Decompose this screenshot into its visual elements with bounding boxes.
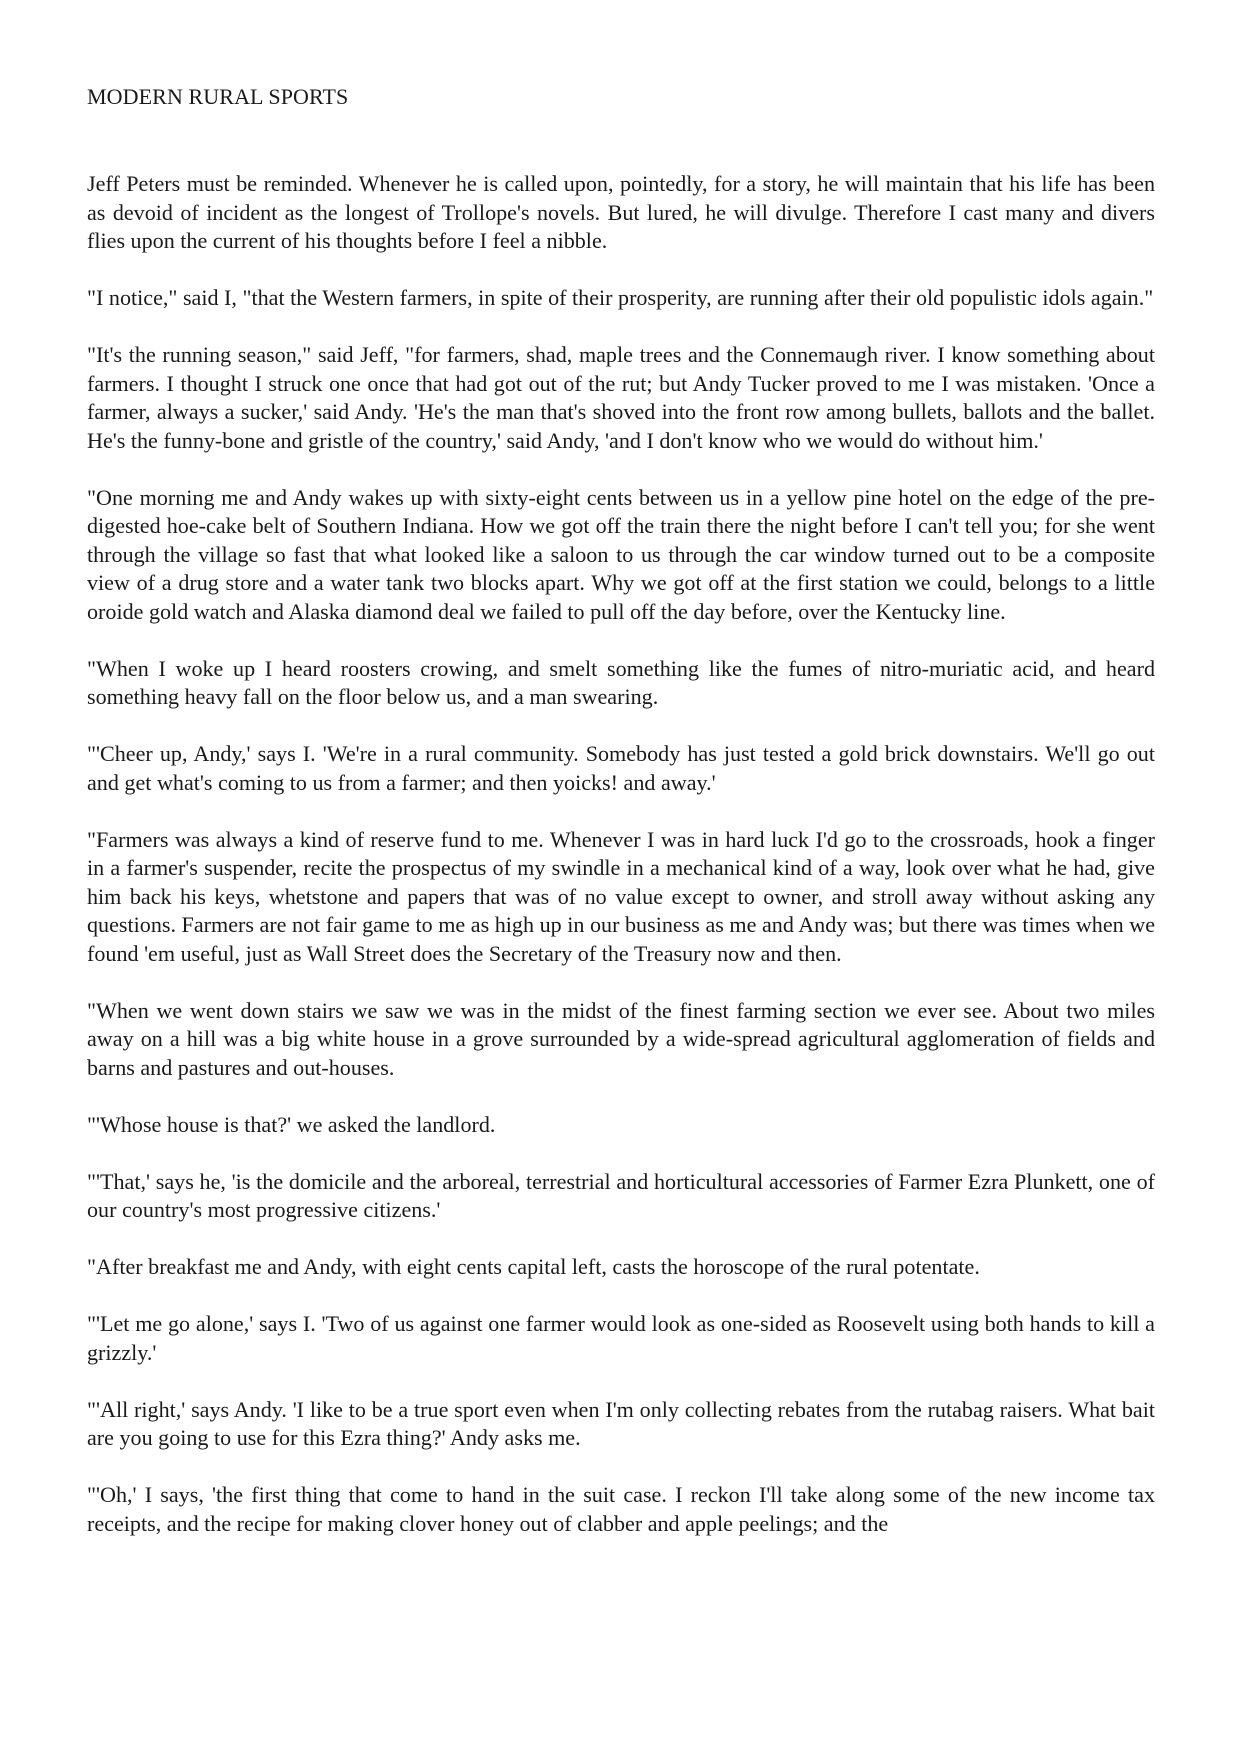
paragraph-14: "'Oh,' I says, 'the first thing that come to hand in the suit case. I reckon I'll take along some of the new income tax receipts, and the recipe for making clover honey out of clabber and apple peelings; and the: [87, 1482, 1155, 1536]
paragraph-5: "When I woke up I heard roosters crowing, and smelt something like the fumes of nitro-muriatic acid, and heard something heavy fall on the floor below us, and a man swearing.: [87, 655, 1155, 709]
paragraph-6: "'Cheer up, Andy,' says I. 'We're in a rural community. Somebody has just tested a gold brick downstairs. We'll go out and get what's coming to us from a farmer; and then yoicks! and away.': [87, 741, 1155, 795]
paragraph-12: "'Let me go alone,' says I. 'Two of us against one farmer would look as one-sided as Roosevelt using both hands to kill a grizzly.': [87, 1311, 1155, 1365]
paragraph-3: "It's the running season," said Jeff, "for farmers, shad, maple trees and the Connemaugh river. I know something about farmers. I thought I struck one once that had got out of the rut; but Andy Tucker proved to me I was mistaken. 'Once a farmer, always a sucker,' said Andy. 'He's the man that's shoved into the front row among bullets, ballots and the ballet. He's the funny-bone and gristle of the country,' said Andy, 'and I don't know who we would do without him.': [87, 342, 1155, 453]
paragraph-9: "'Whose house is that?' we asked the landlord.: [87, 1111, 496, 1137]
paragraph-11: "After breakfast me and Andy, with eight cents capital left, casts the horoscope of the rural potentate.: [87, 1254, 980, 1279]
document-page: [87, 82, 1155, 1567]
paragraph-10: "'That,' says he, 'is the domicile and the arboreal, terrestrial and horticultural accessories of Farmer Ezra Plunkett, one of our country's most progressive citizens.': [87, 1168, 1155, 1222]
document-title: MODERN RURAL SPORTS: [87, 84, 349, 109]
paragraph-1: Jeff Peters must be reminded. Whenever he is called upon, pointedly, for a story, he will maintain that his life has been as devoid of incident as the longest of Trollope's novels. But lured, he will divulge. Therefore I cast many and divers flies upon the current of his thoughts before I feel a nibble.: [87, 171, 1155, 253]
paragraph-2: "I notice," said I, "that the Western farmers, in spite of their prosperity, are running after their old populistic idols again.": [87, 285, 1154, 310]
paragraph-13: "'All right,' says Andy. 'I like to be a true sport even when I'm only collecting rebates from the rutabag raisers. What bait are you going to use for this Ezra thing?' Andy asks me.: [87, 1396, 1155, 1450]
paragraph-4: "One morning me and Andy wakes up with sixty-eight cents between us in a yellow pine hotel on the edge of the pre-digested hoe-cake belt of Southern Indiana. How we got off the train there the night before I can't tell you; for she went through the village so fast that what looked like a saloon to us through the car window turned out to be a composite view of a drug store and a water tank two blocks apart. Why we got off at the first station we could, belongs to a little oroide gold watch and Alaska diamond deal we failed to pull off the day before, over the Kentucky line.: [87, 484, 1155, 624]
paragraph-8: "When we went down stairs we saw we was in the midst of the finest farming section we ever see. About two miles away on a hill was a big white house in a grove surrounded by a wide-spread agricultural agglomeration of fields and barns and pastures and out-houses.: [87, 997, 1155, 1080]
paragraph-7: "Farmers was always a kind of reserve fund to me. Whenever I was in hard luck I'd go to the crossroads, hook a finger in a farmer's suspender, recite the prospectus of my swindle in a mechanical kind of a way, look over what he had, give him back his keys, whetstone and papers that was of no value except to owner, and stroll away without asking any questions. Farmers are not fair game to me as high up in our business as me and Andy was; but there was times when we found 'em useful, just as Wall Street does the Secretary of the Treasury now and then.: [87, 826, 1155, 966]
